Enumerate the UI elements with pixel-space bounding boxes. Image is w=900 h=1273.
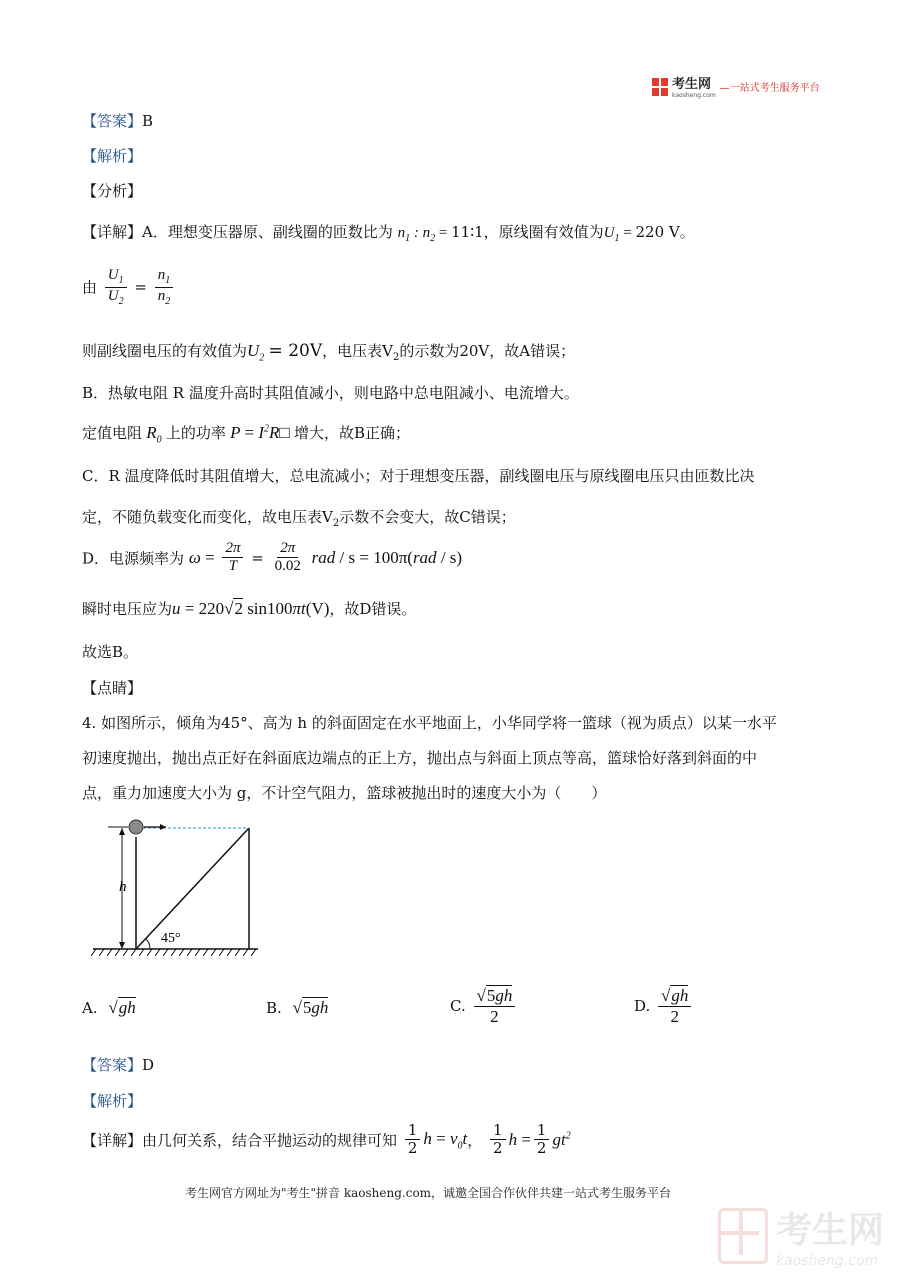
basketball-ball bbox=[129, 820, 143, 834]
line-b2-end: 增大，故B正确； bbox=[293, 424, 410, 442]
line-b2-start: 定值电阻 bbox=[82, 424, 143, 442]
q3-detail-a-line bbox=[82, 221, 695, 244]
fenxi-tag: 【分析】 bbox=[82, 182, 143, 200]
logo-brand-name: 考生网 bbox=[672, 77, 712, 92]
turns-ratio-value: 11∶1 bbox=[451, 223, 484, 241]
option-d-letter: D. bbox=[634, 997, 651, 1016]
line-d1-start: D．电源频率为 bbox=[82, 549, 185, 568]
line-a3-text: 则副线圈电压的有效值为 bbox=[82, 342, 248, 360]
q3-line-b2 bbox=[82, 422, 410, 445]
omega-symbol: ω = bbox=[188, 547, 215, 567]
line-you: 由 bbox=[82, 278, 98, 297]
h-label: h bbox=[119, 879, 127, 895]
eq-horizontal: $h = v_0t$ bbox=[423, 1128, 468, 1151]
instant-voltage-formula: u = 220√2 sin100πt(V) bbox=[172, 599, 330, 618]
angle-label: 45° bbox=[161, 931, 181, 946]
u1-value: 220 V。 bbox=[635, 223, 695, 241]
half-fraction-1: $\frac{1}{2}$ bbox=[405, 1122, 421, 1158]
logo-brand-domain: kaosheng.com bbox=[672, 92, 716, 99]
u-fraction: $\frac{U_1}{U_2}$ bbox=[105, 267, 127, 307]
q4-stem-line2: 初速度抛出，抛出点正好在斜面底边端点的正上方，抛出点与斜面上顶点等高，篮球恰好落到斜面的中 bbox=[82, 749, 758, 767]
line-b1: B．热敏电阻 R 温度升高时其阻值减小，则电路中总电阻减小、电流增大。 bbox=[82, 384, 579, 402]
option-b-expr: √5gh bbox=[292, 998, 329, 1017]
half-fraction-3: $\frac{1}{2}$ bbox=[534, 1122, 550, 1158]
line-a1-text: A．理想变压器原、副线圈的匝数比为 bbox=[142, 223, 393, 241]
u2-value: = 20V bbox=[268, 341, 323, 361]
q4-detail-text: 由几何关系，结合平抛运动的规律可知 bbox=[142, 1131, 398, 1150]
incline-surface bbox=[136, 828, 249, 949]
option-a-letter: A. bbox=[82, 999, 98, 1017]
q4-answer-value: D bbox=[142, 1056, 155, 1074]
line-a3-mid: ，电压表 bbox=[322, 342, 383, 360]
angle-arc bbox=[146, 939, 150, 949]
ground-hatching bbox=[91, 949, 256, 956]
q4-stem-line3: 点，重力加速度大小为 g，不计空气阻力，篮球被抛出时的速度大小为（ ） bbox=[82, 784, 607, 802]
option-c[interactable] bbox=[450, 986, 518, 1026]
q4-stem-line1: 4. 如图所示，倾角为45°、高为 h 的斜面固定在水平地面上，小华同学将一篮球（视为质点）以某一水平 bbox=[82, 714, 777, 732]
v2-symbol-c: $V_2$ bbox=[322, 508, 340, 529]
line-a3-end: 的示数为20V，故A错误； bbox=[399, 342, 576, 360]
turns-ratio-formula: $n_1$ : $n_2$ = bbox=[397, 225, 452, 244]
q3-line-d2 bbox=[82, 598, 416, 619]
two-pi-over-t: $\frac{2\pi}{T}$ bbox=[222, 540, 243, 576]
u2-symbol: $U_2$ bbox=[247, 341, 265, 364]
half-fraction-2: $\frac{1}{2}$ bbox=[490, 1122, 506, 1158]
q4-detail-tag: 【详解】 bbox=[82, 1131, 143, 1150]
kaosheng-logo-icon bbox=[652, 78, 668, 96]
header-logo bbox=[652, 74, 820, 99]
option-d-expr: $\frac{√gh}{2}$ bbox=[658, 986, 691, 1026]
velocity-arrowhead bbox=[160, 824, 166, 830]
option-b-letter: B. bbox=[266, 999, 282, 1017]
q3-line-a3 bbox=[82, 340, 575, 363]
answer-value: B bbox=[142, 112, 154, 130]
q3-line-d1: D．电源频率为 ω = $\frac{2\pi}{T}$ = $\frac{2\pi}{0.02}$ rad / s = 100π(rad / s) bbox=[82, 540, 463, 575]
conclusion: 故选B。 bbox=[82, 643, 139, 661]
q3-line-c2 bbox=[82, 506, 516, 529]
eq-gt2: $gt^2$ bbox=[552, 1129, 571, 1149]
q3-answer-line bbox=[82, 110, 153, 131]
logo-slogan: —一站式考生服务平台 bbox=[719, 83, 820, 94]
incline-figure bbox=[88, 812, 263, 962]
option-a[interactable] bbox=[82, 998, 136, 1018]
r0-symbol: $R_0$ bbox=[142, 423, 162, 446]
watermark-text: 考生网 bbox=[776, 1210, 885, 1251]
q4-analysis-tag: 【解析】 bbox=[82, 1092, 143, 1110]
line-c2-end: 示数不会变大，故C错误； bbox=[339, 508, 516, 526]
ratio-equation: 由 $\frac{U_1}{U_2}$ = $\frac{n_1}{n_2}$ bbox=[82, 267, 176, 307]
detail-tag: 【详解】 bbox=[82, 223, 143, 241]
q4-answer-tag: 【答案】 bbox=[82, 1056, 143, 1074]
line-b2-mid: 上的功率 bbox=[165, 424, 226, 442]
option-b[interactable] bbox=[266, 998, 328, 1018]
option-d[interactable] bbox=[634, 986, 694, 1026]
watermark bbox=[718, 1202, 884, 1269]
line-a1-mid: ，原线圈有效值为 bbox=[483, 223, 604, 241]
logo-slogan-text: 一站式考生服务平台 bbox=[729, 83, 820, 94]
analysis-tag: 【解析】 bbox=[82, 147, 143, 165]
dianjing-tag: 【点睛】 bbox=[82, 679, 143, 697]
omega-result: rad / s = 100π(rad / s) bbox=[311, 547, 463, 567]
watermark-logo-icon bbox=[718, 1208, 768, 1264]
line-c2-start: 定，不随负载变化而变化，故电压表 bbox=[82, 508, 323, 526]
power-formula: $P = I^2R□$ bbox=[225, 423, 290, 442]
option-c-letter: C. bbox=[450, 997, 466, 1016]
two-pi-over-002: $\frac{2\pi}{0.02}$ bbox=[274, 540, 301, 575]
option-c-expr: $\frac{√5gh}{2}$ bbox=[474, 986, 516, 1026]
answer-tag: 【答案】 bbox=[82, 112, 143, 130]
line-d2-start: 瞬时电压应为 bbox=[82, 600, 173, 618]
watermark-domain: kaosheng.com bbox=[776, 1253, 879, 1269]
watermark-text-block bbox=[776, 1202, 884, 1269]
option-a-expr: √gh bbox=[108, 998, 136, 1017]
logo-text-block bbox=[672, 74, 716, 99]
u1-symbol: $U_1$ = bbox=[603, 225, 636, 244]
q4-answer-line bbox=[82, 1054, 154, 1075]
v2-symbol: $V_2$ bbox=[382, 342, 400, 363]
eq-vertical: h = bbox=[508, 1129, 531, 1149]
line-c1: C．R 温度降低时其阻值增大，总电流减小；对于理想变压器，副线圈电压与原线圈电压只由匝数比决 bbox=[82, 467, 755, 485]
n-fraction: $\frac{n_1}{n_2}$ bbox=[155, 267, 174, 307]
q4-detail-line: 【详解】由几何关系，结合平抛运动的规律可知 $\frac{1}{2}$ $h = v_0t$， $\frac{1}{2}$ h = $\frac{1}{2}$ $gt^2$ bbox=[82, 1121, 571, 1158]
line-d2-end: ，故D错误。 bbox=[329, 600, 417, 618]
footer-text: 考生网官方网址为"考生"拼音 kaosheng.com，诚邀全国合作伙伴共建一站式考生服务平台 bbox=[185, 1186, 672, 1200]
